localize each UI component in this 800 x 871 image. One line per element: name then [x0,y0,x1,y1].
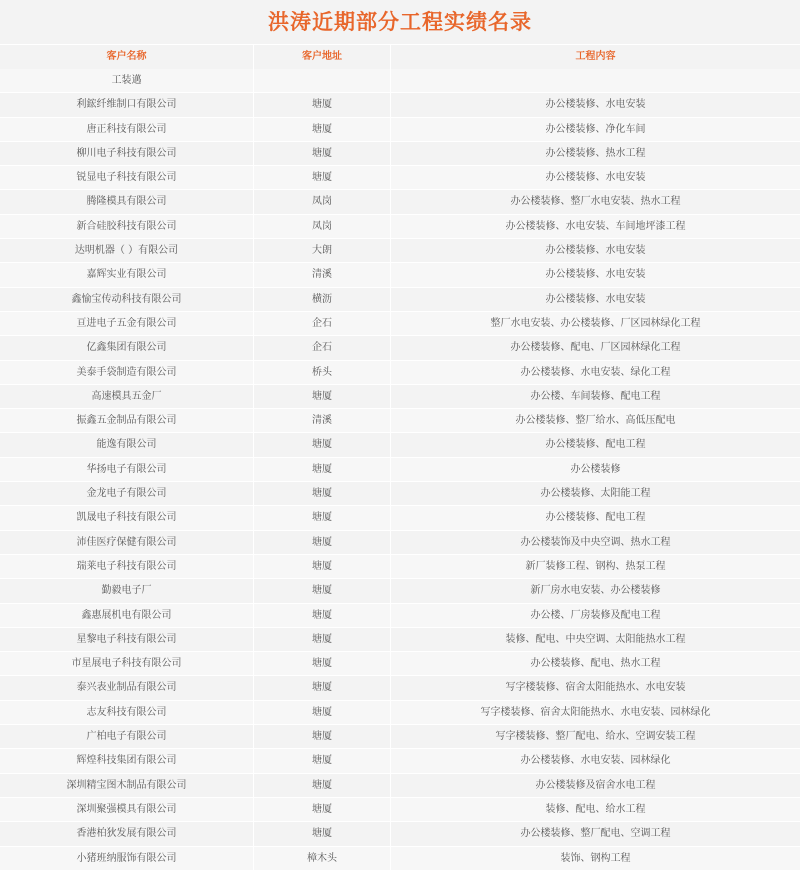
customer-name-cell: 亘进电子五金有限公司 [0,312,254,335]
table-row [0,506,800,530]
table-row [0,215,800,239]
project-content-cell: 办公楼装修及宿舍水电工程 [535,779,656,791]
table-row [0,166,800,190]
project-content-cell: 办公楼、车间装修、配电工程 [530,390,661,402]
customer-address-cell: 塘厦 [254,531,391,554]
table-row [0,749,800,773]
customer-address-cell: 塘厦 [254,701,391,724]
project-content-cell [391,69,800,92]
project-content-cell: 办公楼装修、配电、厂区园林绿化工程 [510,342,681,354]
customer-address-cell: 塘厦 [254,774,391,797]
project-content-cell: 办公楼装修、净化车间 [545,123,646,135]
project-content-cell: 办公楼装修、水电安装 [545,99,646,111]
table-row [0,361,800,385]
table-row [0,336,800,360]
table-row [0,409,800,433]
customer-address-cell: 塘厦 [254,725,391,748]
table-row [0,555,800,579]
customer-name-cell: 小猪班纳服饰有限公司 [0,847,254,870]
customer-address-cell: 清溪 [254,409,391,432]
customer-address-cell: 塘厦 [254,579,391,602]
customer-name-cell: 振鑫五金制品有限公司 [0,409,254,432]
project-content-cell: 整厂水电安装、办公楼装修、厂区园林绿化工程 [490,317,701,329]
customer-name-cell: 鑫惠展机电有限公司 [0,604,254,627]
customer-name-cell: 嘉辉实业有限公司 [0,263,254,286]
customer-address-cell: 企石 [254,312,391,335]
page-title: 洪涛近期部分工程实绩名录 [0,0,800,45]
customer-name-cell: 辉煌科技集团有限公司 [0,749,254,772]
customer-address-cell: 塘厦 [254,166,391,189]
header-customer-address: 客户地址 [254,45,391,69]
project-content-cell: 装修、配电、给水工程 [545,803,646,815]
project-content-cell: 办公楼装修、水电安装、园林绿化 [520,755,671,767]
header-customer-name: 客户名称 [0,45,254,69]
customer-address-cell: 塘厦 [254,482,391,505]
table-row [0,69,800,93]
table-row [0,822,800,846]
project-content-cell: 新厂房水电安装、办公楼装修 [530,585,661,597]
project-content-cell: 办公楼装修、水电安装 [545,293,646,305]
customer-address-cell: 塘厦 [254,604,391,627]
project-content-cell: 办公楼装修、太阳能工程 [540,488,651,500]
customer-name-cell: 唐正科技有限公司 [0,118,254,141]
table-row [0,604,800,628]
table-row [0,482,800,506]
customer-address-cell: 塘厦 [254,555,391,578]
project-content-cell: 办公楼装修、水电安装 [545,245,646,257]
project-content-cell: 写字楼装修、宿舍太阳能热水、水电安装、园林绿化 [480,706,711,718]
customer-name-cell: 鑫愉宝传动科技有限公司 [0,288,254,311]
customer-name-cell: 勤毅电子厂 [0,579,254,602]
customer-address-cell: 塘厦 [254,749,391,772]
table-row [0,385,800,409]
customer-name-cell: 香港柏狄发展有限公司 [0,822,254,845]
customer-address-cell: 横沥 [254,288,391,311]
customer-name-cell: 市星展电子科技有限公司 [0,652,254,675]
customer-name-cell: 广柏电子有限公司 [0,725,254,748]
project-content-cell: 办公楼装修、整厂水电安装、热水工程 [510,196,681,208]
table-row [0,774,800,798]
table-row [0,847,800,871]
table-row [0,798,800,822]
customer-address-cell: 塘厦 [254,798,391,821]
table-row [0,93,800,117]
project-content-cell: 办公楼装修、热水工程 [545,147,646,159]
customer-name-cell: 柳川电子科技有限公司 [0,142,254,165]
customer-address-cell: 塘厦 [254,458,391,481]
header-project-content: 工程内容 [575,51,616,62]
table-row [0,433,800,457]
project-content-cell: 办公楼装修、水电安装 [545,172,646,184]
project-content-cell: 装修、配电、中央空调、太阳能热水工程 [505,633,686,645]
table-row [0,458,800,482]
customer-address-cell: 塘厦 [254,676,391,699]
customer-address-cell: 大朗 [254,239,391,262]
customer-name-cell: 达明机器（ ）有限公司 [0,239,254,262]
customer-address-cell: 塘厦 [254,652,391,675]
customer-name-cell: 星黎电子科技有限公司 [0,628,254,651]
table-row [0,652,800,676]
customer-address-cell: 清溪 [254,263,391,286]
customer-address-cell [254,69,391,92]
customer-address-cell: 塘厦 [254,822,391,845]
customer-name-cell: 泰兴表业制品有限公司 [0,676,254,699]
customer-name-cell: 志友科技有限公司 [0,701,254,724]
customer-name-cell: 沛佳医疗保健有限公司 [0,531,254,554]
customer-address-cell: 塘厦 [254,506,391,529]
project-content-cell: 办公楼、厂房装修及配电工程 [530,609,661,621]
project-content-cell: 办公楼装修、水电安装、车间地坪漆工程 [505,220,686,232]
table-header [0,45,800,69]
project-content-cell: 办公楼装修 [570,463,621,475]
customer-name-cell: 深圳聚强模具有限公司 [0,798,254,821]
customer-name-cell: 深圳精宝图木制品有限公司 [0,774,254,797]
project-content-cell: 办公楼装修、水电安装、绿化工程 [520,366,671,378]
customer-name-cell: 工装邁 [0,69,254,92]
project-content-cell: 办公楼装修、水电安装 [545,269,646,281]
customer-address-cell: 塘厦 [254,433,391,456]
table-row [0,263,800,287]
project-content-cell: 办公楼装修、配电工程 [545,439,646,451]
table-row [0,239,800,263]
table-row [0,725,800,749]
customer-address-cell: 塘厦 [254,93,391,116]
customer-address-cell: 塘厦 [254,142,391,165]
customer-name-cell: 美泰手袋制造有限公司 [0,361,254,384]
table-row [0,701,800,725]
table-row [0,531,800,555]
project-content-cell: 办公楼装修、整厂给水、高低压配电 [515,415,676,427]
customer-address-cell: 企石 [254,336,391,359]
table-row [0,628,800,652]
table-row [0,579,800,603]
project-content-cell: 新厂装修工程、钢构、热泵工程 [525,560,666,572]
customer-address-cell: 樟木头 [254,847,391,870]
project-content-cell: 办公楼装修、配电、热水工程 [530,658,661,670]
table-body [0,69,800,871]
customer-name-cell: 瑞莱电子科技有限公司 [0,555,254,578]
customer-name-cell: 凯晟电子科技有限公司 [0,506,254,529]
table-row [0,676,800,700]
customer-name-cell: 华扬电子有限公司 [0,458,254,481]
customer-address-cell: 凤岗 [254,215,391,238]
table-row [0,118,800,142]
project-content-cell: 写字楼装修、宿舍太阳能热水、水电安装 [505,682,686,694]
project-content-cell: 写字楼装修、整厂配电、给水、空调安装工程 [495,731,696,743]
project-content-cell: 办公楼装修、配电工程 [545,512,646,524]
project-content-cell: 办公楼装饰及中央空调、热水工程 [520,536,671,548]
customer-name-cell: 新合硅胶科技有限公司 [0,215,254,238]
customer-address-cell: 塘厦 [254,118,391,141]
project-content-cell: 装饰、钢构工程 [560,852,631,864]
customer-name-cell: 腾隆模具有限公司 [0,190,254,213]
customer-name-cell: 金龙电子有限公司 [0,482,254,505]
customer-name-cell: 利鋐纤维制口有限公司 [0,93,254,116]
table-row [0,190,800,214]
customer-name-cell: 能逸有限公司 [0,433,254,456]
table-row [0,312,800,336]
customer-name-cell: 锐显电子科技有限公司 [0,166,254,189]
customer-address-cell: 凤岗 [254,190,391,213]
table-row [0,288,800,312]
customer-address-cell: 塘厦 [254,385,391,408]
customer-address-cell: 塘厦 [254,628,391,651]
project-content-cell: 办公楼装修、整厂配电、空调工程 [520,828,671,840]
table-row [0,142,800,166]
customer-name-cell: 高速模具五金厂 [0,385,254,408]
customer-address-cell: 桥头 [254,361,391,384]
customer-name-cell: 亿鑫集团有限公司 [0,336,254,359]
